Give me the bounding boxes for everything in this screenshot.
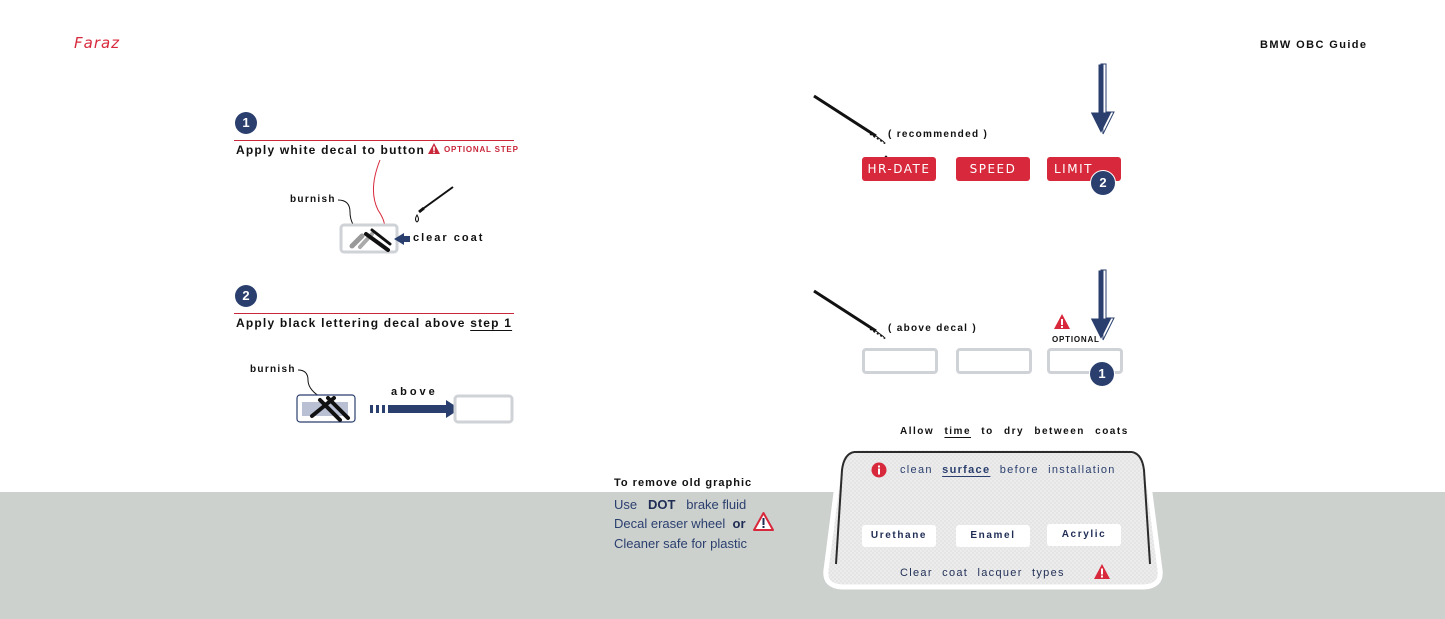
target-button-outline (455, 396, 512, 422)
mid-diagram-badge: 1 (1089, 361, 1115, 387)
remove-title: To remove old graphic (614, 477, 753, 489)
above-decal-note: ( above decal ) (888, 323, 977, 334)
time-emph: time (944, 426, 972, 437)
top-diagram-badge: 2 (1090, 170, 1116, 196)
dry-suffix-text: to dry between coats (981, 426, 1129, 437)
step-2-badge: 2 (235, 285, 257, 307)
warning-icon-mid (1053, 313, 1071, 330)
burnish-label-1: burnish (290, 194, 336, 205)
finish-acrylic[interactable]: Acrylic (1047, 524, 1121, 546)
brand-logo: Faraz (74, 34, 121, 52)
hr-date-button[interactable]: HR-DATE (862, 157, 936, 181)
clean-text: clean (900, 464, 933, 476)
drop-icon (416, 215, 419, 222)
step-1-link[interactable]: step 1 (470, 316, 513, 330)
down-arrow-mid-icon (1088, 268, 1118, 344)
limit-button[interactable]: LIMIT (1047, 157, 1121, 181)
step-1-rule (234, 140, 514, 141)
info-icon (871, 462, 887, 478)
speed-button[interactable]: SPEED (956, 157, 1030, 181)
empty-button-1[interactable] (862, 348, 938, 374)
empty-button-2[interactable] (956, 348, 1032, 374)
burnish-label-2: burnish (250, 364, 296, 375)
remove-line-1 (614, 497, 746, 512)
allow-text: Allow (900, 426, 935, 437)
step-2-diagram (290, 360, 520, 430)
step-1-badge: 1 (235, 112, 257, 134)
guide-title: BMW OBC Guide (1260, 39, 1368, 51)
optional-label: OPTIONAL (1052, 335, 1100, 344)
above-label: above (391, 386, 438, 398)
remove-line-3: Cleaner safe for plastic (614, 536, 747, 551)
step-2-rule (234, 313, 514, 314)
step-2-title (236, 316, 512, 330)
step-1-title: Apply white decal to button (236, 143, 426, 157)
optional-step-label: OPTIONAL STEP (444, 145, 519, 154)
warning-outline-icon (752, 511, 775, 532)
remove-use-text: Use (614, 497, 638, 512)
finish-enamel[interactable]: Enamel (956, 525, 1030, 547)
recommended-note: ( recommended ) (888, 129, 989, 140)
lacquer-types-text: Clear coat lacquer types (900, 567, 1065, 579)
eraser-wheel-text: Decal eraser wheel (614, 516, 726, 531)
dry-time-note (900, 426, 1129, 437)
dot-text: DOT (647, 497, 676, 512)
remove-line-2 (614, 516, 746, 531)
surface-emph: surface (942, 464, 991, 476)
step-2-title-text: Apply black lettering decal above (236, 316, 466, 330)
above-arrow-icon (370, 400, 460, 418)
down-arrow-top-icon (1088, 62, 1118, 138)
step-1-diagram (280, 150, 470, 260)
finish-urethane[interactable]: Urethane (862, 525, 936, 547)
warning-icon-panel (1093, 563, 1111, 580)
or-text: or (732, 516, 746, 531)
clear-coat-label: clear coat (413, 232, 485, 244)
brake-fluid-text: brake fluid (686, 497, 747, 512)
brush-icon (424, 187, 453, 208)
before-installation-text: before installation (999, 464, 1116, 476)
panel-info-text (900, 464, 1116, 476)
